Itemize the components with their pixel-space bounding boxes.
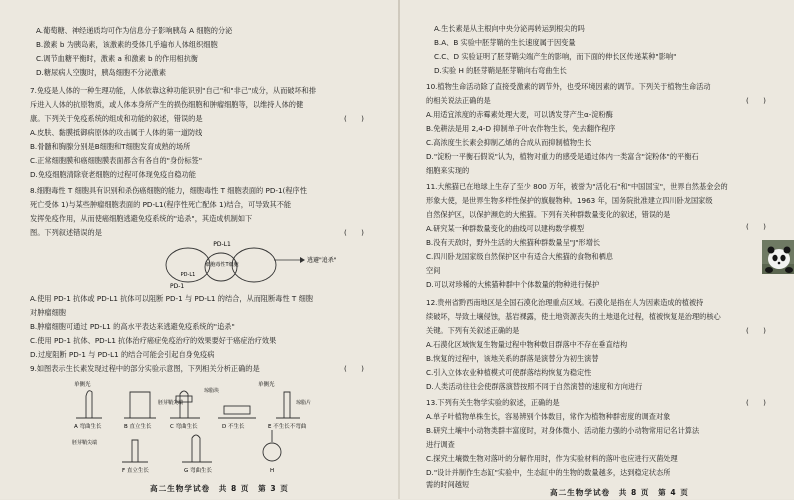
tip-label: 胚芽鞘尖端	[158, 400, 184, 406]
q13-stem: 13.下列有关生物学实验的叙述，正确的是	[426, 398, 560, 407]
q6-option-a: A.葡萄糖、神经递质均可作为信息分子影响胰岛 A 细胞的分泌	[36, 26, 233, 35]
q12-stem-1: 12.贵州省黔西南地区是全国石漠化治理重点区域。石漠化是指在人为因素造成的植被持	[426, 298, 704, 307]
turntable-h	[263, 443, 281, 461]
q7-option-c: C.正常细胞膜和癌细胞膜表面都含有各自的"身份标签"	[30, 156, 203, 165]
q10-option-d: D."淀粉一平衡石假说"认为，植物对重力的感受是通过体内一类富含"淀粉体"的平衡石	[426, 152, 699, 161]
right-footer: 高二生物学试卷 共 8 页 第 4 页	[550, 488, 689, 497]
q8-option-a: A.使用 PD-1 抗体或 PD-L1 抗体可以阻断 PD-1 与 PD-L1 的结合，从而阻断毒性 T 细胞	[30, 294, 313, 303]
q8-option-d: D.过度阻断 PD-1 与 PD-L1 的结合可能会引起自身免疫病	[30, 350, 215, 359]
q9-option-a: A.生长素是从主根向中央分泌再转运到根尖的吗	[434, 24, 585, 33]
q7-option-d: D.免疫细胞清除衰老细胞的过程可体现免疫自稳功能	[30, 170, 196, 179]
q12-option-d: D.人类活动往往会使群落演替按照不同于自然演替的速度和方向进行	[426, 382, 643, 391]
q12-option-a: A.石漠化区域恢复生物量过程中物种数目群落中不存在垂直结构	[426, 340, 628, 349]
q11-option-b: B.没有天敌时，野外生活的大熊猫种群数量呈"J"形增长	[426, 238, 601, 247]
q8-option-b: B.肿瘤细胞可通过 PD-L1 的高水平表达来逃避免疫系统的"追杀"	[30, 322, 235, 331]
pdl1-mid-label: PD-L1	[180, 272, 196, 278]
q13-option-b-cont: 进行调查	[426, 440, 455, 449]
caption-h: H	[270, 468, 275, 474]
agar-d	[224, 406, 250, 414]
q8-option-c: C.使用 PD-1 抗体、PD-L1 抗体治疗癌症免疫治疗的效果要好于癌症治疗效果	[30, 336, 277, 345]
q10-option-a: A.用适宜浓度的赤霉素处理大麦，可以诱发芽产生α-淀粉酶	[426, 110, 613, 119]
agar-label: 琼脂块	[204, 388, 220, 394]
caption-d: D 不生长	[222, 424, 245, 430]
q8-figure	[150, 240, 340, 290]
q7-option-a: A.皮肤、黏膜抵御病原体的攻击属于人体的第一道防线	[30, 128, 203, 137]
seedling-g	[192, 435, 200, 462]
q11-stem-3: 自然保护区，以保护濒危的大熊猫。下列有关种群数量变化的叙述，错误的是	[426, 210, 671, 219]
q6-option-b: B.激素 b 为胰岛素，该激素的受体几乎遍布人体组织细胞	[36, 40, 218, 49]
q13-option-b: B.研究土壤中小动物类群丰富度时，对身体微小、活动能力强的小动物常用记名计算法	[426, 426, 700, 435]
light-label-2: 单侧光	[258, 382, 275, 388]
q6-option-c: C.调节血糖平衡时，激素 a 和激素 b 的作用相抗衡	[36, 54, 198, 63]
q7-answer-paren: ( )	[344, 114, 364, 123]
seedling-f	[132, 440, 138, 462]
q13-option-d-cont: 需的时间越短	[426, 480, 470, 489]
q7-option-b: B.骨髓和胸腺分别是B细胞和T细胞发育成熟的场所	[30, 142, 191, 151]
q12-stem-2: 续破坏，导致土壤侵蚀，基岩裸露，使土地资源丧失的土地退化过程，植被恢复是治理的核心	[426, 312, 721, 321]
q11-option-d: D.可以对珍稀的大熊猫种群中个体数量的物种进行保护	[426, 280, 600, 289]
escape-label: 逃避"追杀"	[307, 257, 337, 264]
caption-g: G 弯曲生长	[184, 468, 213, 474]
panda-icon	[762, 240, 794, 274]
q12-option-b: B.恢复的过程中，该地关系的群落是演替分为初生演替	[426, 354, 599, 363]
caption-e: E 不生长不弯曲	[268, 424, 307, 430]
escape-arrow-head	[300, 257, 305, 263]
q10-option-c: C.高浓度生长素会抑制乙烯的合成从而抑制植物生长	[426, 138, 592, 147]
left-footer: 高二生物学试卷 共 8 页 第 3 页	[150, 484, 289, 493]
seedling-a	[86, 391, 92, 418]
q10-answer-paren: ( )	[746, 96, 766, 105]
q12-stem-3: 关键。下列有关叙述正确的是	[426, 326, 520, 335]
tip-label-2: 胚芽鞘尖端	[72, 440, 98, 446]
q8-stem-2: 死亡受体 1)与某些肿瘤细胞表面的 PD-L1(程序性死亡配体 1)结合，可导致其不能	[30, 200, 292, 209]
q9-figure	[72, 378, 362, 476]
q11-option-c-cont: 空间	[426, 266, 441, 275]
q10-stem-1: 10.植物生命活动除了直接受激素的调节外，也受环境因素的调节。下列关于植物生命活动	[426, 82, 711, 91]
q11-option-a: A.研究某一种群数量变化的曲线可以建构数学模型	[426, 224, 585, 233]
panda-photo	[762, 240, 794, 274]
caption-c: C 弯曲生长	[170, 424, 198, 430]
q8-answer-paren: ( )	[344, 228, 364, 237]
q10-option-d-cont: 细胞来实现的	[426, 166, 470, 175]
q9-stem: 9.如图表示生长素发现过程中的部分实验示意图，下列相关分析正确的是	[30, 364, 260, 373]
caption-b: B 直立生长	[124, 424, 152, 430]
caption-a: A 弯曲生长	[74, 424, 102, 430]
q9-option-d: D.实验 H 的胚芽鞘是胚芽鞘向右弯曲生长	[434, 66, 567, 75]
right-page	[400, 0, 794, 499]
q9-option-b: B.A、B 实验中胚芽鞘的生长速度属于因变量	[434, 38, 576, 47]
q13-option-d: D."设计并制作生态缸"实验中，生态缸中的生物的数量越多，达到稳定状态所	[426, 468, 671, 477]
pdl1-top-label: PD-L1	[213, 241, 231, 248]
agar-sheet-label: 琼脂片	[296, 400, 312, 406]
q10-option-b: B.免耕法是用 2,4-D 抑制单子叶农作物生长，免去翻作程序	[426, 124, 616, 133]
pd1-label: PD-1	[170, 283, 185, 290]
q7-stem-2: 斥进入人体的抗原物质，或人体本身所产生的损伤细胞和肿瘤细胞等，以维持人体的健	[30, 100, 304, 109]
light-label: 单侧光	[74, 382, 91, 388]
q13-option-a: A.单子叶植物单株生长，容易辨别个体数目，常作为植物种群密度的调查对象	[426, 412, 671, 421]
q7-stem-1: 7.免疫是人体的一种生理功能，人体依靠这种功能识别"自己"和"非己"成分，从而破坏和排	[30, 86, 317, 95]
q10-stem-2: 的相关说法正确的是	[426, 96, 491, 105]
seedling-b	[130, 392, 150, 418]
tumor-cell-right	[232, 248, 276, 282]
q13-option-c: C.探究土壤微生物对落叶的分解作用时，作为实验材料的落叶也应进行灭菌处理	[426, 454, 678, 463]
q12-answer-paren: ( )	[746, 326, 766, 335]
q6-option-d: D.糖尿病人空腹时，胰岛细胞不分泌激素	[36, 68, 167, 77]
seedling-e	[284, 392, 290, 418]
tcell-label: 细胞毒性T细胞	[205, 262, 239, 268]
q12-option-c: C.引入立体农业种植模式可使群落结构恢复为稳定性	[426, 368, 592, 377]
caption-f: F 直立生长	[122, 468, 149, 474]
q9-answer-paren: ( )	[344, 364, 364, 373]
q11-answer-paren: ( )	[746, 222, 766, 231]
q11-stem-2: 形象大使，是世界生物多样性保护的旗舰物种。1963 年，国务院批准建立四川卧龙国家级	[426, 196, 713, 205]
q8-option-a-cont: 对肿瘤细胞	[30, 308, 66, 317]
q8-stem-4: 图。下列叙述错误的是	[30, 228, 102, 237]
q11-stem-1: 11.大熊猫已在地球上生存了至少 800 万年，被誉为"活化石"和"中国国宝"，世界自然基金会的	[426, 182, 728, 191]
q11-option-c: C.四川卧龙国家级自然保护区中有适合大熊猫的食物和栖息	[426, 252, 613, 261]
q8-stem-3: 发挥免疫作用，从而使癌细胞逃避免疫系统的"追杀"，其造成机制如下	[30, 214, 253, 223]
q9-option-c: C.C、D 实验证明了胚芽鞘尖端产生的影响，而下面的伸长区传递某种"影响"	[434, 52, 677, 61]
q7-stem-3: 康。下列关于免疫系统的组成和功能的叙述，错误的是	[30, 114, 203, 123]
q8-stem-1: 8.细胞毒性 T 细胞具有识别和杀伤癌细胞的能力，细胞毒性 T 细胞表面的 PD-1(程序性	[30, 186, 307, 195]
q13-answer-paren: ( )	[746, 398, 766, 407]
